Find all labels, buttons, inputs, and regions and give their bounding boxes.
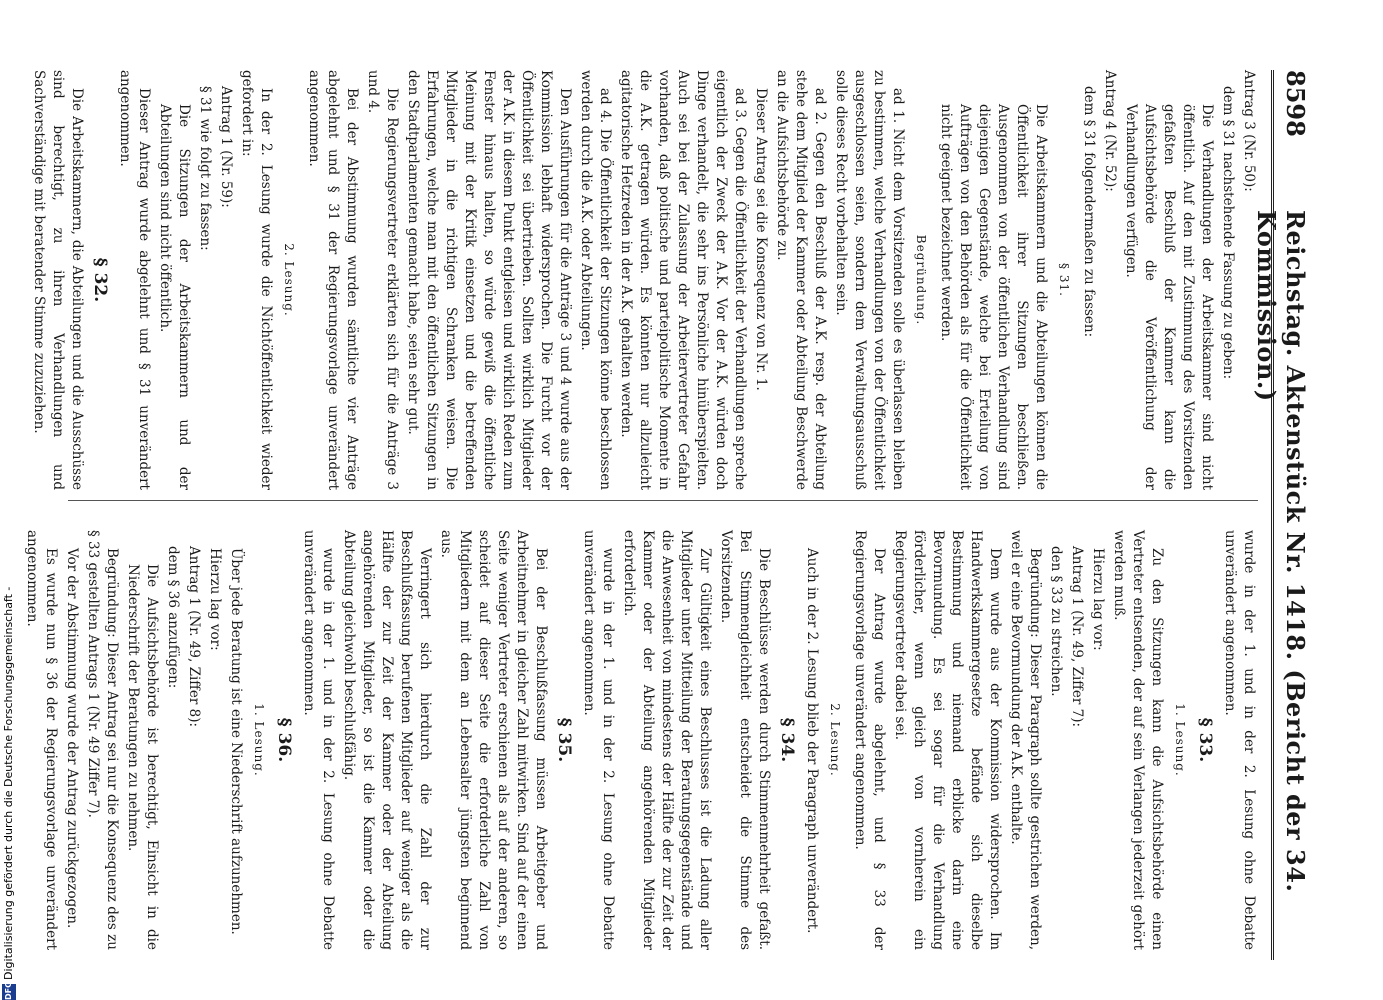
paragraph: Antrag 1 (Nr. 49, Ziffer 7): (1069, 546, 1085, 728)
paragraph: ad 4. Die Öffentlichkeit der Sitzungen könne beschlossen werden durch die A.K. oder Abteilungen. (578, 70, 613, 490)
paragraph: wurde in der 1. und in der 2. Lesung ohne Debatte unverändert angenommen. (581, 530, 616, 950)
paragraph: Der Antrag wurde abgelehnt, und § 33 der Regierungsvorlage unverändert angenommen. (852, 530, 887, 950)
section-heading: § 34. (777, 717, 797, 763)
paragraph: Dieser Antrag wurde abgelehnt und § 31 unverändert angenommen. (117, 70, 152, 490)
page-title: Reichstag. Aktenstück Nr. 1418. (Bericht der 34. Kommission.) (1252, 210, 1310, 893)
paragraph: Antrag 1 (Nr. 49, Ziffer 8): (186, 546, 202, 728)
paragraph: § 31 wie folgt zu fassen: (197, 86, 213, 251)
paragraph: den § 33 zu streichen. (1048, 546, 1064, 697)
paragraph: Zur Gültigkeit eines Beschlusses ist die Ladung aller Mitglieder unter Mitteilung der Beratungsgegenstände und die Anwesenheit von mindestens der Hälfte der zur Zeit der Kammer oder der Abteilung angehörenden Mitglieder erforderlich. (621, 530, 713, 950)
paragraph: Den Ausführungen für die Anträge 3 und 4 wurde aus der Kommission lebhaft widersprochen. Die Furcht vor der Öffentlichkeit sei übertrieben. Sollten wirklich Mitglieder der A.K. in diesem Punkt entgleisen und wirklich Reden zum Fenster hinaus halten, so würde gewiß die öffentliche Meinung mit der Kritik einsetzen und die betreffenden Mitglieder in die richtigen Schranken weisen. Die Erfahrungen, welche man mit den öffentlichen Sitzungen in den Stadtparlamenten gemacht habe, seien sehr gut. (405, 70, 573, 490)
digitization-footer (0, 0, 18, 1000)
document-page (24, 0, 1330, 1000)
paragraph: ad 1. Nicht dem Vorsitzenden solle es überlassen bleiben zu bestimmen, welche Verhandlungen von der Öffentlichkeit ausgeschlossen seien, sondern dem Verwaltungsausschuß solle dieses Recht vorbehalten sein. (833, 70, 906, 490)
paragraph: dem § 31 nachstehende Fassung zu geben: (1220, 86, 1236, 380)
paragraph: Die Verhandlungen der Arbeitskammer sind nicht öffentlich. Auf den mit Zustimmung des Vorsitzenden gefaßten Beschluß der Kammer kann die Aufsichtsbehörde die Veröffentlichung der Verhandlungen verfügen. (1123, 104, 1215, 490)
paragraph: Auch in der 2. Lesung blieb der Paragraph unverändert. (804, 548, 820, 934)
subheading: 2. Lesung. (282, 243, 296, 317)
paragraph: Antrag 3 (Nr. 50): (1241, 70, 1257, 192)
subheading: 1. Lesung. (1173, 703, 1187, 777)
subheading: Begründung. (914, 234, 928, 326)
paragraph: Die Sitzungen der Arbeitskammern und der Abteilungen sind nicht öffentlich. (157, 104, 192, 490)
section-heading: § 35. (554, 717, 574, 763)
paragraph: wurde in der 1. und in der 2. Lesung ohne Debatte unverändert angenommen. (301, 530, 336, 950)
paragraph: wurde in der 1. und in der 2. Lesung ohne Debatte unverändert angenommen. (1222, 530, 1257, 950)
subheading: § 31. (1057, 263, 1071, 297)
paragraph: Bei der Beschlußfassung müssen Arbeitgeber und Arbeitnehmer in gleicher Zahl mitwirken. Sind auf der einen Seite weniger Vertreter erschienen als auf der anderen, so scheidet auf dieser Seite die erforderliche Zahl von Mitgliedern mit dem an Lebensalter jüngsten beginnend aus. (438, 530, 549, 950)
paragraph: Dieser Antrag sei die Konsequenz von Nr. 1. (753, 88, 769, 391)
paragraph: Die Beschlüsse werden durch Stimmenmehrheit gefaßt. Bei Stimmengleichheit entscheidet die Stimme des Vorsitzenden. (718, 530, 772, 950)
paragraph: Vor der Abstimmung wurde der Antrag zurückgezogen. (64, 548, 80, 929)
left-column (27, 70, 1258, 490)
paragraph: Hierzu lag vor: (207, 548, 223, 651)
subheading: 1. Lesung. (252, 703, 266, 777)
paragraph: Über jede Beratung ist eine Niederschrift aufzunehmen. (228, 548, 244, 935)
paragraph: Zu den Sitzungen kann die Aufsichtsbehörde einen Vertreter entsenden, der auf sein Verlangen jederzeit gehört werden muß. (1111, 530, 1165, 950)
paragraph: Die Aufsichtsbehörde ist berechtigt, Einsicht in die Niederschrift der Beratungen zu nehmen. (125, 564, 160, 950)
page-header (1252, 70, 1312, 960)
paragraph: ad 3. Gegen die Öffentlichkeit der Verhandlungen spreche eigentlich der Zweck der A.K. Vor der A.K. würden doch Dinge verhandelt, die sehr ins Persönliche hinüberspielten. Auch sei bei der Zulassung der Arbeitervertreter Gefahr vorhanden, daß politische und parteipolitische Momente in die A.K. getragen würden. Es könnten nur allzuleicht agitatorische Hetzreden in der A.K. gehalten werden. (618, 70, 748, 490)
section-heading: § 33. (1195, 717, 1215, 763)
paragraph: In der 2. Lesung wurde die Nichtöffentlichkeit wieder gefordert in: (239, 70, 274, 490)
paragraph: Die Arbeitskammern und die Abteilungen können die Öffentlichkeit ihrer Sitzungen beschließen. Ausgenommen von der öffentlichen Verhandlung sind diejenigen Gegenstände, welche bei Erteilung von Aufträgen von den Behörden als für die Öffentlichkeit nicht geeignet bezeichnet werden. (938, 104, 1049, 490)
paragraph: Verringert sich hierdurch die Zahl der zur Beschlußfassung berufenen Mitglieder auf weniger als die Hälfte der zur Zeit der Kammer oder der Abteilung angehörenden Mitglieder, so ist die Kammer oder die Abteilung gleichwohl beschlußfähig. (341, 530, 433, 950)
paragraph: ad 2. Gegen den Beschluß der A.K. resp. der Abteilung stehe dem Mitglied der Kammer oder Abteilung Beschwerde an die Aufsichtsbehörde zu. (774, 70, 828, 490)
paragraph: Bei der Abstimmung wurden sämtliche vier Anträge abgelehnt und § 31 der Regierungsvorlage unverändert angenommen. (306, 70, 360, 490)
paragraph: Hierzu lag vor: (1090, 548, 1106, 651)
paragraph: Die Regierungsvertreter erklärten sich für die Anträge 3 und 4. (365, 70, 400, 490)
paragraph: dem § 31 folgendermaßen zu fassen: (1081, 86, 1097, 338)
footer-text: Digitalisierung gefördert durch die Deutsche Forschungsgemeinschaft - (2, 586, 15, 980)
section-heading: § 36. (274, 717, 294, 763)
subheading: 2. Lesung. (828, 703, 842, 777)
paragraph: dem § 36 anzufügen: (165, 546, 181, 689)
section-heading: § 32. (90, 257, 110, 303)
column-divider (68, 500, 1258, 501)
paragraph: Antrag 1 (Nr. 59): (218, 86, 234, 208)
dfg-logo: DFG (2, 984, 16, 1000)
right-column (20, 530, 1258, 950)
paragraph: Dem wurde aus der Kommission widersprochen. Im Handwerkskammergesetze befände sich dieselbe Bestimmung und niemand erblicke darin eine Bevormundung. Es sei sogar für die Verhandlung förderlicher, wenn gleich von vornherein ein Regierungsvertreter dabei sei. (892, 530, 1003, 950)
paragraph: Antrag 4 (Nr. 52): (1102, 70, 1118, 192)
page-number: 8598 (1281, 70, 1310, 137)
paragraph: Die Arbeitskammern, die Abteilungen und die Ausschüsse sind berechtigt, zu ihren Verhandlungen und Sachverständige mit beratender Stimme zuzuziehen. (31, 70, 85, 490)
paragraph: Begründung: Dieser Antrag sei nur die Konsequenz des zu § 33 gestellten Antrags 1 (Nr. 49 Ziffer 7). (85, 530, 120, 950)
paragraph: Begründung: Dieser Paragraph sollte gestrichen werden, weil er eine Bevormundung der A.K. enthalte. (1008, 530, 1043, 950)
paragraph: Es wurde nun § 36 der Regierungsvorlage unverändert angenommen. (24, 530, 59, 950)
